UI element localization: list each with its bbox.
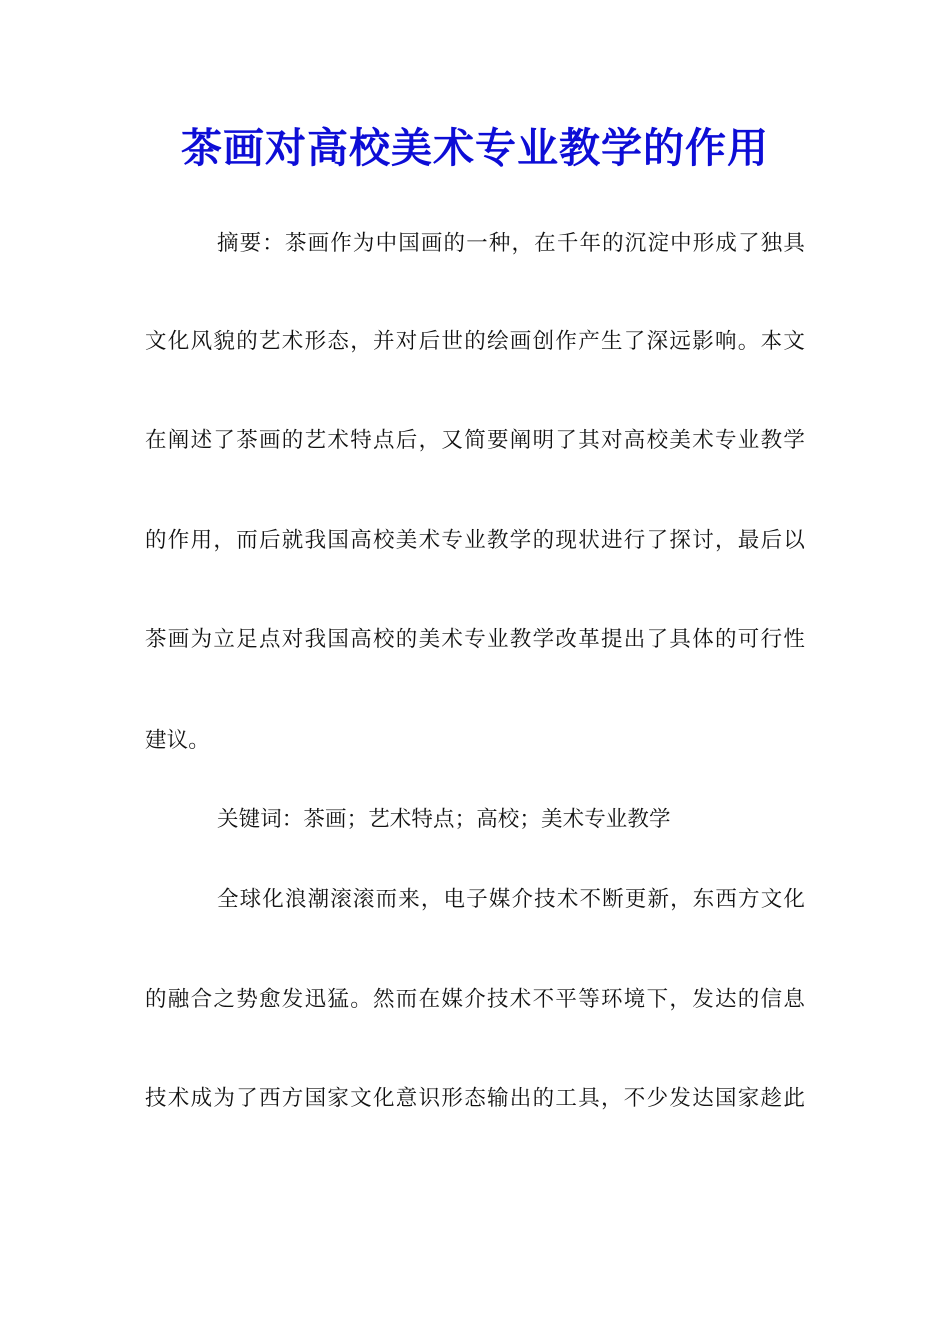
abstract-line: 摘要：茶画作为中国画的一种，在千年的沉淀中形成了独具 [217,231,805,256]
abstract-line: 建议。 [145,728,210,753]
body-line: 的融合之势愈发迅猛。然而在媒介技术不平等环境下，发达的信息 [145,987,805,1012]
keywords-line: 关键词：茶画；艺术特点；高校；美术专业教学 [217,807,671,832]
document-title: 茶画对高校美术专业教学的作用 [181,124,769,172]
abstract-line: 在阐述了茶画的艺术特点后，又简要阐明了其对高校美术专业教学 [145,428,805,453]
body-line: 技术成为了西方国家文化意识形态输出的工具，不少发达国家趁此 [145,1086,805,1111]
abstract-line: 文化风貌的艺术形态，并对后世的绘画创作产生了深远影响。本文 [145,329,805,354]
abstract-line: 的作用，而后就我国高校美术专业教学的现状进行了探讨，最后以 [145,528,805,553]
abstract-line: 茶画为立足点对我国高校的美术专业教学改革提出了具体的可行性 [145,627,805,652]
body-line: 全球化浪潮滚滚而来，电子媒介技术不断更新，东西方文化 [217,887,805,912]
